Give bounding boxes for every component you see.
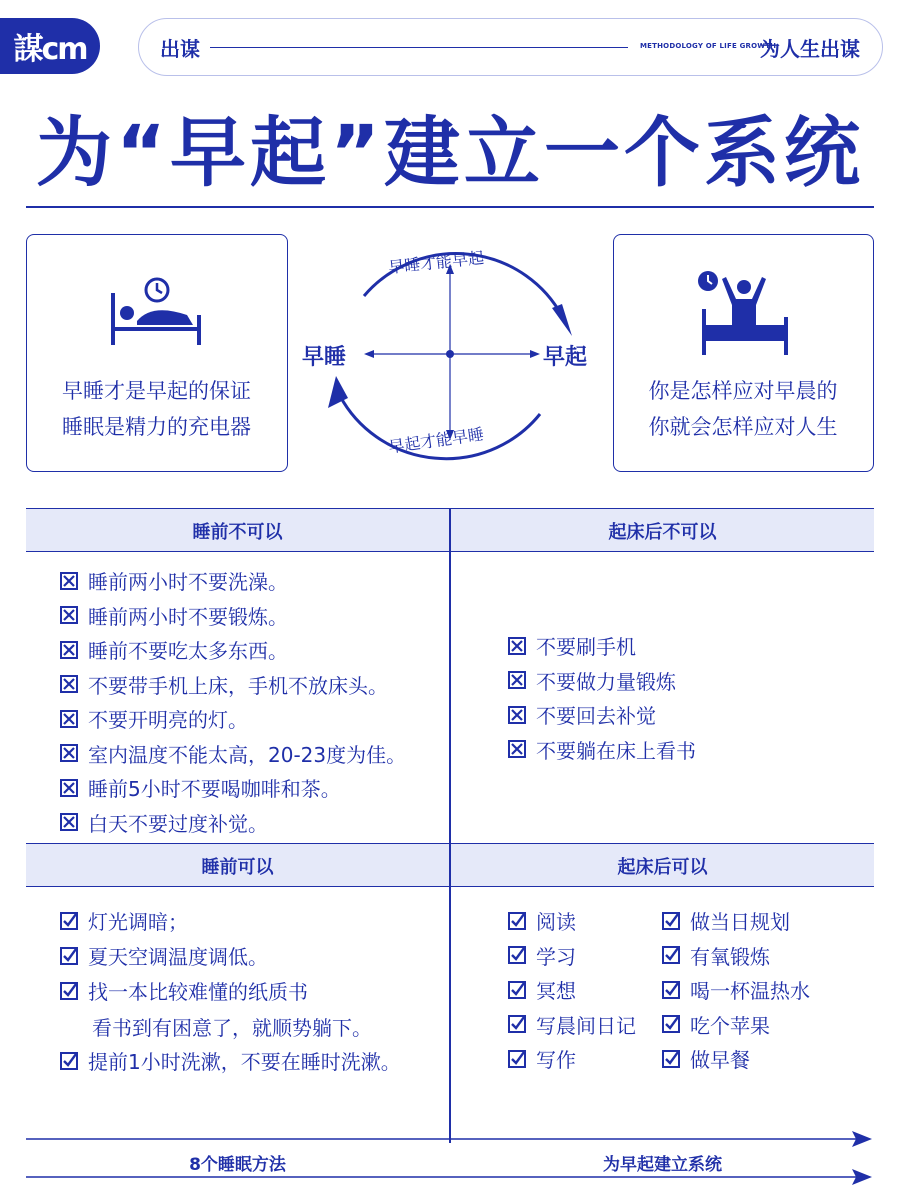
- header-before-sleep-yes: 睡前可以: [201, 857, 274, 878]
- list-item: [508, 666, 676, 695]
- check-checkbox-icon: [508, 1050, 526, 1068]
- check-checkbox-icon: [60, 982, 78, 1000]
- list-item: [508, 631, 636, 660]
- list-item-text: 学习: [536, 944, 576, 969]
- header-left-label: 出谋: [160, 37, 200, 61]
- list-item-text: 做早餐: [690, 1048, 750, 1072]
- cross-checkbox-icon: [60, 710, 78, 728]
- footer-left-label: 8个睡眠方法: [189, 1155, 286, 1175]
- check-checkbox-icon: [60, 1052, 78, 1070]
- list-item: [60, 906, 188, 935]
- list-item-text: 吃个苹果: [690, 1013, 770, 1038]
- waking-bed-clock-icon: [696, 269, 796, 359]
- list-item-text: 夏天空调温度调低。: [88, 945, 268, 969]
- left-card-line1: 早睡才是早起的保证: [62, 379, 251, 403]
- list-item: [662, 1044, 750, 1073]
- cycle-bottom-label: 早起才能早睡: [387, 424, 486, 457]
- title-underline: [26, 206, 874, 208]
- list-item: [508, 735, 696, 764]
- list-item-text: 有氧锻炼: [690, 944, 770, 969]
- cycle-left-label: 早睡: [302, 345, 347, 370]
- cross-checkbox-icon: [60, 779, 78, 797]
- check-checkbox-icon: [662, 946, 680, 964]
- list-item-text: 冥想: [536, 979, 576, 1003]
- list-item: [60, 566, 288, 595]
- check-checkbox-icon: [508, 981, 526, 999]
- header-after-wake-no: 起床后不可以: [608, 522, 717, 543]
- list-item: [60, 704, 248, 733]
- cycle-top-label: 早睡才能早起: [387, 248, 485, 277]
- list-item: [60, 808, 268, 837]
- cross-checkbox-icon: [508, 740, 526, 758]
- cross-checkbox-icon: [60, 572, 78, 590]
- before-sleep-yes-continuation: 看书到有困意了，就顺势躺下。: [92, 1016, 372, 1040]
- header-tagline: METHODOLOGY OF LIFE GROWTH: [640, 42, 777, 50]
- header-right-label: 为人生出谋: [760, 37, 860, 61]
- list-item: [508, 975, 576, 1004]
- cross-checkbox-icon: [60, 606, 78, 624]
- list-item-text: 白天不要过度补觉。: [88, 811, 268, 836]
- list-item-text: 睡前两小时不要洗澡。: [88, 570, 288, 594]
- check-checkbox-icon: [60, 947, 78, 965]
- check-checkbox-icon: [508, 912, 526, 930]
- list-item-text: 灯光调暗；: [88, 910, 188, 934]
- list-item: [60, 1046, 401, 1075]
- list-item: [60, 670, 388, 699]
- list-item-text: 不要回去补觉: [536, 704, 656, 728]
- list-item: [60, 739, 406, 768]
- list-item: [60, 976, 308, 1005]
- list-item-text: 不要带手机上床，手机不放床头。: [88, 673, 388, 698]
- list-item-text: 喝一杯温热水: [690, 979, 810, 1003]
- header-divider-line: [210, 47, 628, 48]
- list-item-text: 睡前两小时不要锻炼。: [88, 604, 288, 629]
- list-item: [662, 906, 790, 935]
- list-item-text: 不要躺在床上看书: [536, 738, 696, 763]
- check-checkbox-icon: [662, 912, 680, 930]
- list-item: [508, 1010, 636, 1039]
- cycle-right-label: 早起: [543, 345, 588, 370]
- check-checkbox-icon: [662, 1050, 680, 1068]
- right-card-line2: 你就会怎样应对人生: [648, 415, 838, 439]
- cross-checkbox-icon: [60, 675, 78, 693]
- list-item-text: 不要刷手机: [536, 635, 636, 659]
- left-card: [26, 234, 288, 472]
- list-item-text: 不要开明亮的灯。: [88, 708, 248, 732]
- list-item: [60, 773, 341, 802]
- list-item: [662, 941, 770, 970]
- arrow-down-right-icon: [552, 304, 572, 336]
- check-checkbox-icon: [662, 1015, 680, 1033]
- list-item: [662, 1010, 770, 1039]
- cross-checkbox-icon: [60, 813, 78, 831]
- list-item-text: 写晨间日记: [536, 1013, 636, 1038]
- list-item: [508, 906, 576, 935]
- list-item-text: 睡前不要吃太多东西。: [88, 639, 288, 663]
- check-checkbox-icon: [508, 946, 526, 964]
- list-item-text: 找一本比较难懂的纸质书: [88, 980, 308, 1004]
- list-item-text: 不要做力量锻炼: [536, 669, 676, 694]
- cross-checkbox-icon: [508, 637, 526, 655]
- check-checkbox-icon: [60, 912, 78, 930]
- header-before-sleep-no: 睡前不可以: [192, 522, 283, 543]
- cross-checkbox-icon: [60, 744, 78, 762]
- cross-checkbox-icon: [508, 706, 526, 724]
- list-item: [508, 700, 656, 729]
- table-vertical-divider: [449, 508, 451, 1143]
- check-checkbox-icon: [662, 981, 680, 999]
- list-item: [508, 1044, 576, 1073]
- list-item: [60, 941, 268, 970]
- check-checkbox-icon: [508, 1015, 526, 1033]
- footer-right-label: 为早起建立系统: [603, 1155, 722, 1175]
- list-item-text: 提前1小时洗漱，不要在睡时洗漱。: [88, 1050, 401, 1074]
- list-item-text: 做当日规划: [690, 910, 790, 934]
- right-card-line1: 你是怎样应对早晨的: [648, 379, 838, 403]
- list-item-text: 室内温度不能太高，20-23度为佳。: [88, 742, 407, 767]
- page-title: 为“早起”建立一个系统: [36, 108, 864, 197]
- list-item: [508, 941, 576, 970]
- logo: [0, 18, 100, 74]
- list-item: [60, 635, 288, 664]
- list-item-text: 睡前5小时不要喝咖啡和茶。: [88, 777, 341, 801]
- cross-checkbox-icon: [60, 641, 78, 659]
- logo-text: 謀cm: [13, 32, 87, 67]
- cross-checkbox-icon: [508, 671, 526, 689]
- list-item-text: 写作: [536, 1048, 576, 1072]
- sleeping-bed-clock-icon: [107, 273, 207, 348]
- right-card: [613, 234, 874, 472]
- list-item: [60, 601, 288, 630]
- left-card-line2: 睡眠是精力的充电器: [62, 415, 251, 439]
- list-item: [662, 975, 810, 1004]
- list-item-text: 阅读: [536, 910, 576, 934]
- header-after-wake-yes: 起床后可以: [617, 857, 708, 878]
